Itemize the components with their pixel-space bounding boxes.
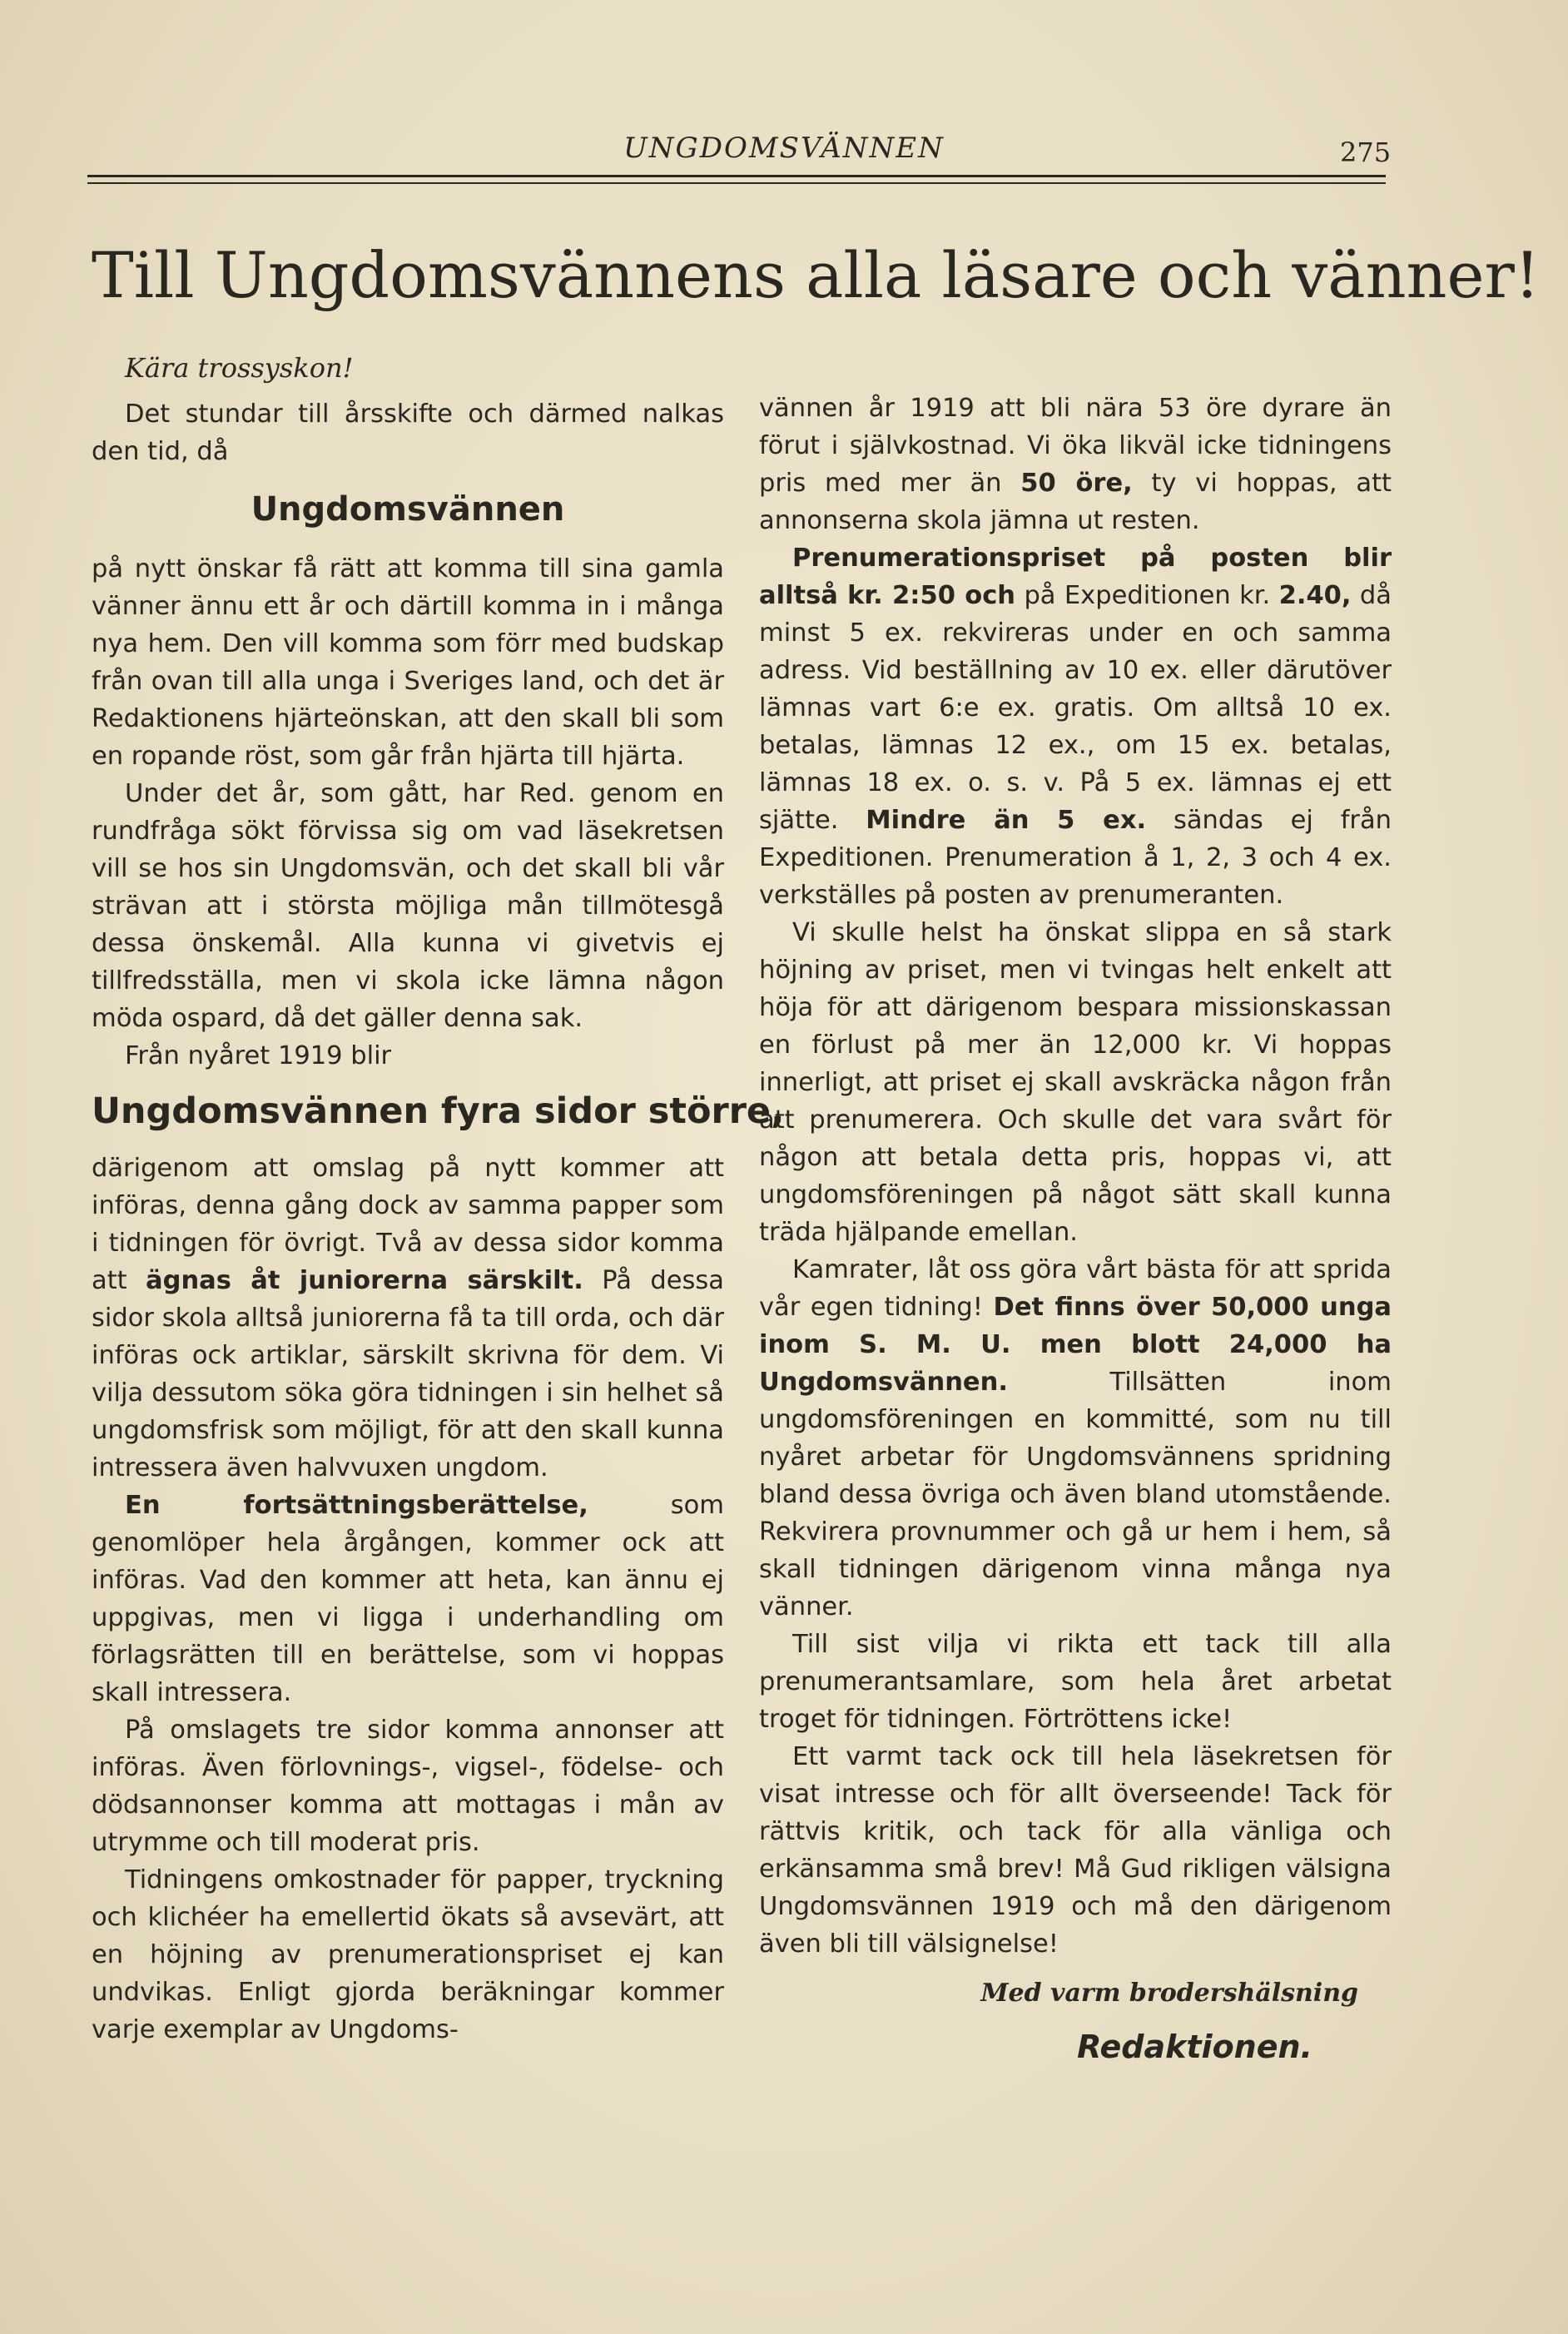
left-column bbox=[92, 350, 785, 2048]
bold-text: En fortsättningsberättelse, bbox=[125, 1491, 588, 1520]
paragraph: Under det år, som gått, har Red. genom en rundfråga sökt förvissa sig om vad läsekretsen vill se hos sin Ungdomsvän, och det skall bli vår strävan att i största möjliga mån tillmötesgå dessa önskemål. Alla kunna vi givetvis ej tillfredsställa, men vi skola icke lämna någon möda ospard, då det gäller denna sak. bbox=[92, 779, 724, 1033]
paragraph: på nytt önskar få rätt att komma till sina gamla vänner ännu ett år och därtill komma in i många nya hem. Den vill komma som förr med budskap från ovan till alla unga i Sveriges land, och det är Redaktionens hjärteönskan, att den skall bli som en ropande röst, som går från hjärta till hjärta. bbox=[92, 554, 724, 771]
paragraph bbox=[759, 1251, 1392, 1626]
closing-greeting: Med varm brodershälsning bbox=[980, 1979, 1358, 2008]
article-headline: Till Ungdomsvännens alla läsare och vänner! bbox=[92, 238, 1541, 312]
text-run: sändas ej från Expeditionen. Prenumeration å 1, 2, 3 och 4 ex. verkställes på posten av prenumeranten. bbox=[759, 806, 1392, 910]
page-number: 275 bbox=[1340, 137, 1392, 168]
bold-text: 2.40, bbox=[1278, 581, 1352, 610]
header-rule-bottom bbox=[87, 182, 1386, 184]
paragraph bbox=[92, 1487, 724, 1711]
header-rule-top bbox=[87, 175, 1386, 177]
text-run: därigenom att omslag på nytt kommer att införas, denna gång dock av samma papper som i tidningen för övrigt. Två av dessa sidor komma att bbox=[92, 1154, 724, 1295]
paragraph: Till sist vilja vi rikta ett tack till alla prenumerantsamlare, som hela året arbetat troget för tidningen. Förtröttens icke! bbox=[759, 1630, 1392, 1734]
paragraph bbox=[92, 1150, 724, 1487]
paragraph: På omslagets tre sidor komma annonser att införas. Även förlovnings-, vigsel-, födelse- och dödsannonser komma att mottagas i mån av utrymme och till moderat pris. bbox=[92, 1716, 724, 1857]
text-run: på Expeditionen kr. bbox=[1024, 581, 1271, 610]
salutation: Kära trossyskon! bbox=[125, 352, 354, 384]
text-run: På dessa sidor skola alltså juniorerna få ta till orda, och där införas ock artiklar, särskilt skrivna för dem. Vi vilja dessutom söka göra tidningen i sin helhet så ungdomsfrisk som möjligt, för att den skall kunna intressera även halvvuxen ungdom. bbox=[92, 1266, 724, 1482]
text-run: ty vi hoppas, att annonserna skola jämna ut resten. bbox=[759, 469, 1392, 535]
right-column bbox=[759, 390, 1392, 2066]
text-run: Kamrater, låt oss göra vårt bästa för att sprida vår egen tidning! bbox=[759, 1255, 1392, 1322]
text-run: då minst 5 ex. rekvireras under en och samma adress. Vid beställning av 10 ex. eller därutöver lämnas vart 6:e ex. gratis. Om alltså 10 ex. betalas, lämnas 12 ex., om 15 ex. betalas, lämnas 18 ex. o. s. v. På 5 ex. lämnas ej ett sjätte. bbox=[759, 581, 1392, 835]
bold-text: 50 öre, bbox=[1020, 469, 1133, 498]
bold-text: Prenumerationspriset på posten blir alltså kr. 2:50 och bbox=[759, 544, 1392, 610]
paragraph: Det stundar till årsskifte och därmed nalkas den tid, då bbox=[92, 400, 724, 466]
text-run: vännen år 1919 att bli nära 53 öre dyrare än förut i självkostnad. Vi öka likväl icke tidningens pris med mer än bbox=[759, 394, 1392, 498]
bold-text: ägnas åt juniorerna särskilt. bbox=[146, 1266, 583, 1295]
bold-text: Mindre än 5 ex. bbox=[866, 806, 1147, 835]
paragraph: Tidningens omkostnader för papper, tryckning och klichéer ha emellertid ökats så avsevärt, att en höjning av prenumerationspriset ej kan undvikas. Enligt gjorda beräkningar kommer varje exemplar av Ungdoms- bbox=[92, 1865, 724, 2044]
big-heading: Ungdomsvännen fyra sidor större, bbox=[92, 1090, 785, 1132]
text-run: Tillsätten inom ungdomsföreningen en kommitté, som nu till nyåret arbetar för Ungdomsvännens spridning bland dessa övriga och även bland utomstående. Rekvirera provnummer och gå ur hem i hem, så skall tidningen därigenom vinna många nya vänner. bbox=[759, 1368, 1392, 1621]
paragraph: Från nyåret 1919 blir bbox=[125, 1041, 392, 1070]
paragraph: Vi skulle helst ha önskat slippa en så stark höjning av priset, men vi tvingas helt enkelt att höja för att därigenom bespara missionskassan en förlust på mer än 12,000 kr. Vi hoppas innerligt, att priset ej skall avskräcka någon från att prenumerera. Och skulle det vara svårt för någon att betala detta pris, hoppas vi, att ungdomsföreningen på något sätt skall kunna träda hjälpande emellan. bbox=[759, 918, 1392, 1247]
paragraph bbox=[759, 539, 1392, 914]
signature: Redaktionen. bbox=[1077, 2029, 1312, 2065]
paragraph bbox=[759, 390, 1392, 539]
paragraph: Ett varmt tack ock till hela läsekretsen för visat intresse och för allt överseende! Tack för rättvis kritik, och tack för alla vänliga och erkänsamma små brev! Må Gud rikligen välsigna Ungdomsvännen 1919 och må den därigenom även bli till välsignelse! bbox=[759, 1742, 1392, 1959]
bold-text: Det finns över 50,000 unga inom S. M. U. men blott 24,000 ha Ungdomsvännen. bbox=[759, 1293, 1392, 1397]
subheading: Ungdomsvännen bbox=[251, 490, 565, 529]
running-title: UNGDOMSVÄNNEN bbox=[623, 132, 945, 165]
text-run: som genomlöper hela årgången, kommer ock att införas. Vad den kommer att heta, kan ännu ej uppgivas, men vi ligga i underhandling om förlagsrätten till en berättelse, som vi hoppas skall intressera. bbox=[92, 1491, 724, 1707]
